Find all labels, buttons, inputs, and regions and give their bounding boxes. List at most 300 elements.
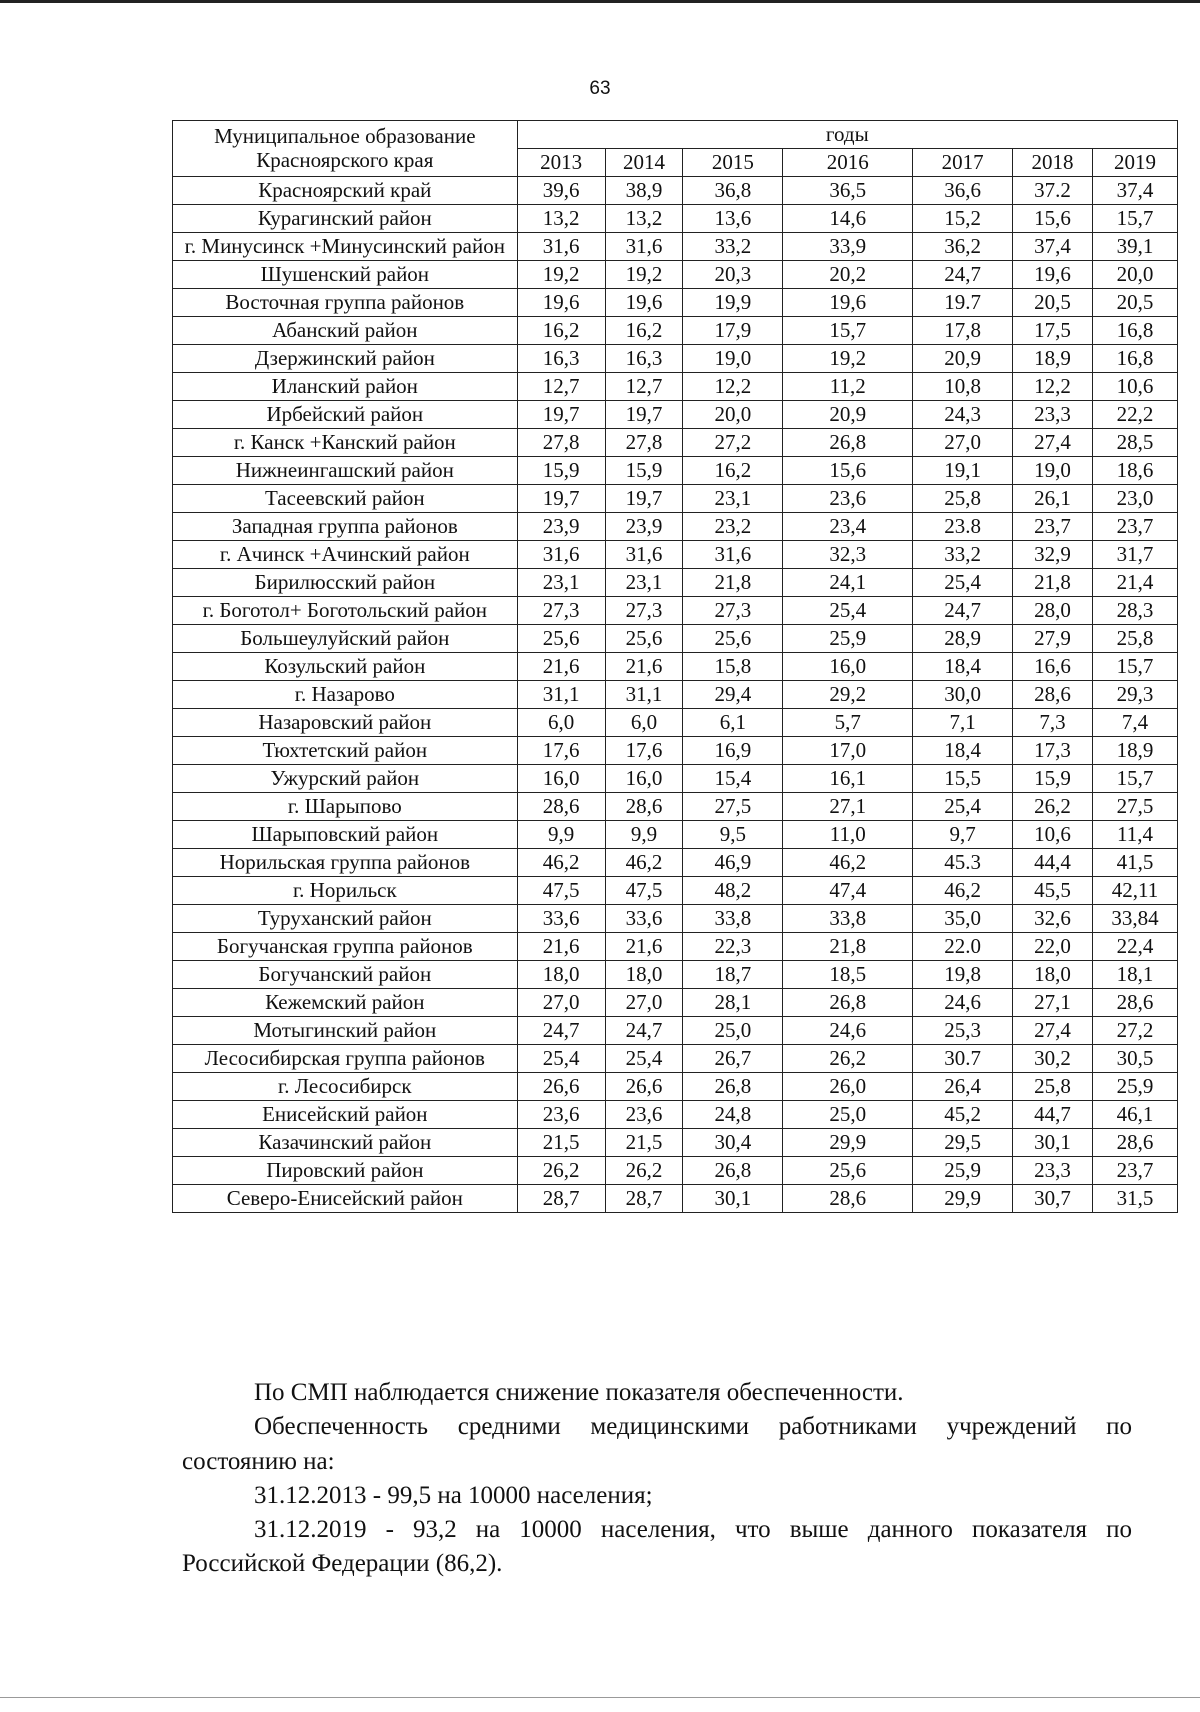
value-cell: 16,2 [605, 317, 683, 345]
value-cell: 36,6 [913, 177, 1013, 205]
value-cell: 25,6 [605, 625, 683, 653]
paragraph-2: Обеспеченность средними медицинскими работниками учреждений по состоянию на: [182, 1413, 1132, 1475]
municipality-name-cell: Норильская группа районов [173, 849, 518, 877]
value-cell: 47,5 [605, 877, 683, 905]
value-cell: 6,1 [683, 709, 783, 737]
table-row [173, 513, 1178, 541]
value-cell: 24,8 [683, 1101, 783, 1129]
value-cell: 23,7 [1013, 513, 1093, 541]
value-cell: 17,0 [783, 737, 913, 765]
value-cell: 27,4 [1013, 1017, 1093, 1045]
value-cell: 46,2 [605, 849, 683, 877]
value-cell: 9,5 [683, 821, 783, 849]
table-row [173, 989, 1178, 1017]
value-cell: 27,3 [683, 597, 783, 625]
table-row [173, 541, 1178, 569]
value-cell: 22,4 [1093, 933, 1178, 961]
value-cell: 18,7 [683, 961, 783, 989]
municipality-name-cell: Красноярский край [173, 177, 518, 205]
value-cell: 25,4 [605, 1045, 683, 1073]
value-cell: 28,1 [683, 989, 783, 1017]
value-cell: 18,4 [913, 653, 1013, 681]
value-cell: 17,8 [913, 317, 1013, 345]
value-cell: 21,6 [517, 653, 605, 681]
value-cell: 7,1 [913, 709, 1013, 737]
value-cell: 16,0 [605, 765, 683, 793]
value-cell: 21,8 [783, 933, 913, 961]
value-cell: 36,5 [783, 177, 913, 205]
municipality-name-cell: Курагинский район [173, 205, 518, 233]
municipality-name-cell: г. Норильск [173, 877, 518, 905]
table-row [173, 1101, 1178, 1129]
table-row [173, 1157, 1178, 1185]
medical-staff-table [172, 120, 1178, 1213]
table-row [173, 289, 1178, 317]
table-row [173, 1185, 1178, 1213]
value-cell: 23,0 [1093, 485, 1178, 513]
value-cell: 31,6 [517, 233, 605, 261]
municipality-name-cell: Богучанский район [173, 961, 518, 989]
table-row [173, 961, 1178, 989]
value-cell: 14,6 [783, 205, 913, 233]
year-header: 2013 [517, 149, 605, 177]
municipality-name-cell: Ужурский район [173, 765, 518, 793]
municipality-name-cell: Северо-Енисейский район [173, 1185, 518, 1213]
value-cell: 24,6 [913, 989, 1013, 1017]
value-cell: 15,7 [783, 317, 913, 345]
value-cell: 31,6 [517, 541, 605, 569]
value-cell: 27,8 [517, 429, 605, 457]
value-cell: 15,8 [683, 653, 783, 681]
value-cell: 31,1 [517, 681, 605, 709]
value-cell: 30,4 [683, 1129, 783, 1157]
value-cell: 18,9 [1013, 345, 1093, 373]
value-cell: 19,2 [517, 261, 605, 289]
top-edge-line [0, 0, 1200, 3]
value-cell: 10,6 [1013, 821, 1093, 849]
value-cell: 45.3 [913, 849, 1013, 877]
value-cell: 46,2 [783, 849, 913, 877]
value-cell: 15,2 [913, 205, 1013, 233]
page-number: 63 [589, 78, 611, 99]
value-cell: 26,6 [517, 1073, 605, 1101]
value-cell: 27,1 [783, 793, 913, 821]
value-cell: 45,5 [1013, 877, 1093, 905]
municipality-name-cell: Казачинский район [173, 1129, 518, 1157]
value-cell: 16,8 [1093, 317, 1178, 345]
value-cell: 32,6 [1013, 905, 1093, 933]
value-cell: 31,5 [1093, 1185, 1178, 1213]
value-cell: 42,11 [1093, 877, 1178, 905]
value-cell: 25,8 [913, 485, 1013, 513]
table-row [173, 233, 1178, 261]
value-cell: 24,7 [605, 1017, 683, 1045]
value-cell: 18,4 [913, 737, 1013, 765]
value-cell: 46,2 [517, 849, 605, 877]
value-cell: 18,6 [1093, 457, 1178, 485]
value-cell: 28,6 [1013, 681, 1093, 709]
table-row [173, 653, 1178, 681]
value-cell: 23,6 [783, 485, 913, 513]
municipality-name-cell: Большеулуйский район [173, 625, 518, 653]
value-cell: 27,0 [605, 989, 683, 1017]
bottom-edge-line [0, 1697, 1200, 1698]
value-cell: 12,2 [1013, 373, 1093, 401]
value-cell: 44,7 [1013, 1101, 1093, 1129]
paragraph-4: 31.12.2019 - 93,2 на 10000 населения, что выше данного показателя по Российской Федерации (86,2). [182, 1516, 1132, 1578]
value-cell: 47,4 [783, 877, 913, 905]
body-text [182, 1376, 1132, 1582]
value-cell: 31,6 [683, 541, 783, 569]
value-cell: 18,1 [1093, 961, 1178, 989]
value-cell: 30,2 [1013, 1045, 1093, 1073]
value-cell: 19,7 [605, 401, 683, 429]
value-cell: 29,5 [913, 1129, 1013, 1157]
value-cell: 16,2 [683, 457, 783, 485]
municipality-header-line2: Красноярского края [256, 147, 434, 172]
value-cell: 25,6 [517, 625, 605, 653]
table-row [173, 373, 1178, 401]
municipality-name-cell: Ирбейский район [173, 401, 518, 429]
table-row [173, 765, 1178, 793]
value-cell: 19,8 [913, 961, 1013, 989]
value-cell: 33,2 [913, 541, 1013, 569]
table-row [173, 177, 1178, 205]
municipality-name-cell: г. Боготол+ Боготольский район [173, 597, 518, 625]
value-cell: 9,9 [517, 821, 605, 849]
value-cell: 20,0 [683, 401, 783, 429]
value-cell: 19,0 [1013, 457, 1093, 485]
value-cell: 25,9 [913, 1157, 1013, 1185]
value-cell: 25,8 [1013, 1073, 1093, 1101]
table-row [173, 1017, 1178, 1045]
value-cell: 15,9 [517, 457, 605, 485]
value-cell: 44,4 [1013, 849, 1093, 877]
municipality-name-cell: Лесосибирская группа районов [173, 1045, 518, 1073]
municipality-name-cell: г. Назарово [173, 681, 518, 709]
value-cell: 19,2 [605, 261, 683, 289]
value-cell: 24,7 [913, 261, 1013, 289]
value-cell: 39,1 [1093, 233, 1178, 261]
municipality-name-cell: г. Минусинск +Минусинский район [173, 233, 518, 261]
value-cell: 19,9 [683, 289, 783, 317]
municipality-name-cell: Туруханский район [173, 905, 518, 933]
value-cell: 27,2 [683, 429, 783, 457]
value-cell: 19,6 [783, 289, 913, 317]
value-cell: 26,8 [683, 1073, 783, 1101]
value-cell: 16,9 [683, 737, 783, 765]
year-header: 2015 [683, 149, 783, 177]
value-cell: 15,5 [913, 765, 1013, 793]
municipality-name-cell: Тюхтетский район [173, 737, 518, 765]
value-cell: 24,1 [783, 569, 913, 597]
municipality-name-cell: Нижнеингашский район [173, 457, 518, 485]
municipality-header-line1: Муниципальное образование [214, 124, 476, 149]
value-cell: 10,6 [1093, 373, 1178, 401]
value-cell: 9,9 [605, 821, 683, 849]
value-cell: 25,0 [783, 1101, 913, 1129]
municipality-name-cell: Кежемский район [173, 989, 518, 1017]
value-cell: 25,4 [517, 1045, 605, 1073]
value-cell: 30,7 [1013, 1185, 1093, 1213]
value-cell: 30.7 [913, 1045, 1013, 1073]
value-cell: 33,8 [783, 905, 913, 933]
value-cell: 19.7 [913, 289, 1013, 317]
value-cell: 23,9 [517, 513, 605, 541]
table-row [173, 849, 1178, 877]
value-cell: 38,9 [605, 177, 683, 205]
value-cell: 32,9 [1013, 541, 1093, 569]
value-cell: 19,7 [517, 485, 605, 513]
value-cell: 19,7 [517, 401, 605, 429]
value-cell: 17,5 [1013, 317, 1093, 345]
value-cell: 36,8 [683, 177, 783, 205]
value-cell: 22,3 [683, 933, 783, 961]
table-body [173, 177, 1178, 1213]
value-cell: 47,5 [517, 877, 605, 905]
value-cell: 27,8 [605, 429, 683, 457]
value-cell: 20,9 [913, 345, 1013, 373]
value-cell: 33,84 [1093, 905, 1178, 933]
value-cell: 21,6 [517, 933, 605, 961]
value-cell: 18,0 [517, 961, 605, 989]
value-cell: 28,9 [913, 625, 1013, 653]
value-cell: 29,2 [783, 681, 913, 709]
value-cell: 26,8 [683, 1157, 783, 1185]
table-row [173, 821, 1178, 849]
table-row [173, 205, 1178, 233]
value-cell: 26,2 [605, 1157, 683, 1185]
paragraph-1: По СМП наблюдается снижение показателя обеспеченности. [254, 1379, 904, 1406]
value-cell: 16,2 [517, 317, 605, 345]
table-row [173, 737, 1178, 765]
table-row [173, 793, 1178, 821]
municipality-name-cell: Тасеевский район [173, 485, 518, 513]
value-cell: 23,6 [517, 1101, 605, 1129]
value-cell: 25,9 [783, 625, 913, 653]
value-cell: 23,7 [1093, 1157, 1178, 1185]
value-cell: 12,7 [517, 373, 605, 401]
value-cell: 26,7 [683, 1045, 783, 1073]
value-cell: 5,7 [783, 709, 913, 737]
value-cell: 19,6 [605, 289, 683, 317]
table-row [173, 261, 1178, 289]
table-row [173, 1045, 1178, 1073]
value-cell: 36,2 [913, 233, 1013, 261]
value-cell: 16,0 [517, 765, 605, 793]
value-cell: 28,3 [1093, 597, 1178, 625]
value-cell: 20,2 [783, 261, 913, 289]
value-cell: 16,3 [605, 345, 683, 373]
value-cell: 27,9 [1013, 625, 1093, 653]
value-cell: 27,3 [517, 597, 605, 625]
value-cell: 15,7 [1093, 653, 1178, 681]
value-cell: 27,5 [683, 793, 783, 821]
value-cell: 12,7 [605, 373, 683, 401]
value-cell: 20,3 [683, 261, 783, 289]
value-cell: 24,3 [913, 401, 1013, 429]
value-cell: 21,6 [605, 933, 683, 961]
value-cell: 46,1 [1093, 1101, 1178, 1129]
value-cell: 26,2 [783, 1045, 913, 1073]
value-cell: 22,0 [1013, 933, 1093, 961]
municipality-name-cell: Бирилюсский район [173, 569, 518, 597]
value-cell: 13,2 [605, 205, 683, 233]
value-cell: 45,2 [913, 1101, 1013, 1129]
municipality-header [173, 121, 518, 177]
value-cell: 33,6 [517, 905, 605, 933]
value-cell: 29,4 [683, 681, 783, 709]
year-header: 2018 [1013, 149, 1093, 177]
municipality-name-cell: Мотыгинский район [173, 1017, 518, 1045]
value-cell: 25,4 [913, 569, 1013, 597]
value-cell: 33,6 [605, 905, 683, 933]
value-cell: 25,6 [683, 625, 783, 653]
value-cell: 19,6 [517, 289, 605, 317]
municipality-name-cell: Назаровский район [173, 709, 518, 737]
value-cell: 31,7 [1093, 541, 1178, 569]
value-cell: 21,5 [517, 1129, 605, 1157]
municipality-name-cell: Пировский район [173, 1157, 518, 1185]
value-cell: 15,6 [1013, 205, 1093, 233]
value-cell: 7,3 [1013, 709, 1093, 737]
value-cell: 26,1 [1013, 485, 1093, 513]
value-cell: 17,6 [517, 737, 605, 765]
value-cell: 25,8 [1093, 625, 1178, 653]
value-cell: 31,6 [605, 541, 683, 569]
value-cell: 29,3 [1093, 681, 1178, 709]
value-cell: 24,7 [517, 1017, 605, 1045]
value-cell: 26,8 [783, 429, 913, 457]
value-cell: 31,1 [605, 681, 683, 709]
value-cell: 28,6 [1093, 1129, 1178, 1157]
value-cell: 26,6 [605, 1073, 683, 1101]
table-row [173, 625, 1178, 653]
municipality-name-cell: Восточная группа районов [173, 289, 518, 317]
value-cell: 19,0 [683, 345, 783, 373]
value-cell: 30,1 [1013, 1129, 1093, 1157]
value-cell: 46,9 [683, 849, 783, 877]
value-cell: 25,9 [1093, 1073, 1178, 1101]
table-row [173, 877, 1178, 905]
table-row [173, 485, 1178, 513]
value-cell: 30,5 [1093, 1045, 1178, 1073]
value-cell: 26,0 [783, 1073, 913, 1101]
value-cell: 29,9 [913, 1185, 1013, 1213]
value-cell: 24,6 [783, 1017, 913, 1045]
value-cell: 26,8 [783, 989, 913, 1017]
header-row-1 [173, 121, 1178, 149]
value-cell: 15,9 [1013, 765, 1093, 793]
value-cell: 17,9 [683, 317, 783, 345]
municipality-name-cell: Енисейский район [173, 1101, 518, 1129]
table-row [173, 457, 1178, 485]
value-cell: 28,7 [605, 1185, 683, 1213]
value-cell: 32,3 [783, 541, 913, 569]
value-cell: 23,9 [605, 513, 683, 541]
year-header: 2016 [783, 149, 913, 177]
value-cell: 15,7 [1093, 765, 1178, 793]
value-cell: 26,2 [517, 1157, 605, 1185]
value-cell: 27,1 [1013, 989, 1093, 1017]
years-group-header: годы [517, 121, 1177, 149]
value-cell: 17,6 [605, 737, 683, 765]
value-cell: 23,4 [783, 513, 913, 541]
value-cell: 28,6 [517, 793, 605, 821]
year-header: 2019 [1093, 149, 1178, 177]
value-cell: 27,4 [1013, 429, 1093, 457]
value-cell: 23,3 [1013, 401, 1093, 429]
municipality-name-cell: г. Лесосибирск [173, 1073, 518, 1101]
municipality-name-cell: Абанский район [173, 317, 518, 345]
value-cell: 29,9 [783, 1129, 913, 1157]
value-cell: 23,1 [683, 485, 783, 513]
value-cell: 16,3 [517, 345, 605, 373]
value-cell: 30,0 [913, 681, 1013, 709]
value-cell: 13,2 [517, 205, 605, 233]
value-cell: 30,1 [683, 1185, 783, 1213]
value-cell: 15,4 [683, 765, 783, 793]
table-row [173, 681, 1178, 709]
table-row [173, 429, 1178, 457]
municipality-name-cell: Дзержинский район [173, 345, 518, 373]
table-row [173, 401, 1178, 429]
value-cell: 12,2 [683, 373, 783, 401]
value-cell: 10,8 [913, 373, 1013, 401]
value-cell: 28,6 [1093, 989, 1178, 1017]
value-cell: 41,5 [1093, 849, 1178, 877]
value-cell: 23,3 [1013, 1157, 1093, 1185]
value-cell: 35,0 [913, 905, 1013, 933]
value-cell: 20,5 [1093, 289, 1178, 317]
value-cell: 28,6 [605, 793, 683, 821]
value-cell: 37,4 [1093, 177, 1178, 205]
municipality-name-cell: Западная группа районов [173, 513, 518, 541]
value-cell: 48,2 [683, 877, 783, 905]
value-cell: 7,4 [1093, 709, 1178, 737]
value-cell: 33,9 [783, 233, 913, 261]
value-cell: 39,6 [517, 177, 605, 205]
table-row [173, 317, 1178, 345]
value-cell: 19,1 [913, 457, 1013, 485]
value-cell: 20,5 [1013, 289, 1093, 317]
value-cell: 21,5 [605, 1129, 683, 1157]
value-cell: 20,0 [1093, 261, 1178, 289]
value-cell: 11,2 [783, 373, 913, 401]
value-cell: 27,5 [1093, 793, 1178, 821]
value-cell: 18,0 [605, 961, 683, 989]
value-cell: 18,5 [783, 961, 913, 989]
value-cell: 25,4 [913, 793, 1013, 821]
value-cell: 16,0 [783, 653, 913, 681]
value-cell: 17,3 [1013, 737, 1093, 765]
value-cell: 23,2 [683, 513, 783, 541]
value-cell: 25,4 [783, 597, 913, 625]
value-cell: 33,8 [683, 905, 783, 933]
table-row [173, 1073, 1178, 1101]
value-cell: 28,6 [783, 1185, 913, 1213]
value-cell: 22,2 [1093, 401, 1178, 429]
year-header: 2014 [605, 149, 683, 177]
municipality-name-cell: Шарыповский район [173, 821, 518, 849]
value-cell: 15,9 [605, 457, 683, 485]
table-row [173, 933, 1178, 961]
value-cell: 21,8 [683, 569, 783, 597]
value-cell: 25,0 [683, 1017, 783, 1045]
value-cell: 19,6 [1013, 261, 1093, 289]
value-cell: 19,7 [605, 485, 683, 513]
value-cell: 26,2 [1013, 793, 1093, 821]
